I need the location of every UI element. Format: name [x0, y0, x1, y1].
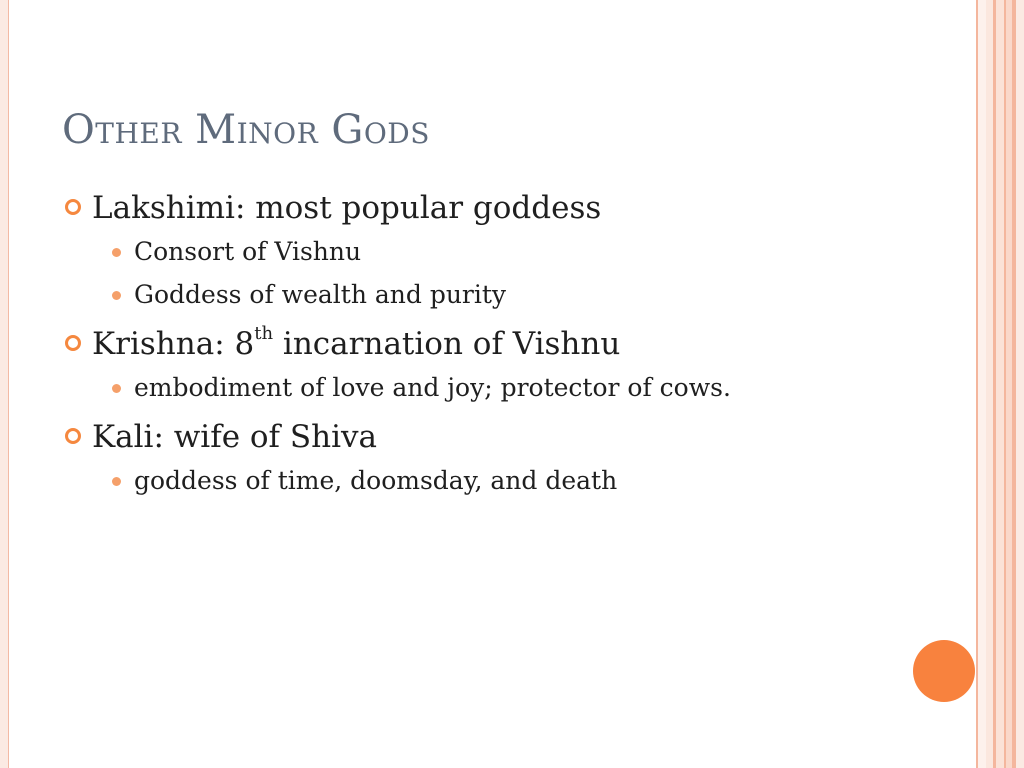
sub-bullet-text: Goddess of wealth and purity: [134, 280, 507, 309]
sub-bullet-list: [92, 459, 944, 502]
sub-bullet-text: Consort of Vishnu: [134, 237, 362, 266]
sub-bullet-text: goddess of time, doomsday, and death: [134, 466, 618, 495]
stripe: [976, 0, 986, 768]
bullet-text-after: incarnation of Vishnu: [273, 326, 621, 362]
sub-bullet-item: [92, 273, 944, 316]
ordinal-superscript: th: [254, 322, 274, 344]
sub-bullet-text: embodiment of love and joy; protector of cows.: [134, 373, 731, 402]
bullet-text: Kali: wife of Shiva: [92, 419, 377, 455]
sub-bullet-list: [92, 230, 944, 316]
ring-bullet-icon: [65, 335, 81, 351]
stripe: [1016, 0, 1024, 768]
dot-bullet-icon: [112, 248, 121, 257]
dot-bullet-icon: [112, 384, 121, 393]
bullet-item-krishna: [64, 322, 944, 409]
stripe: [986, 0, 993, 768]
ring-bullet-icon: [65, 428, 81, 444]
bullet-text-before: Krishna: 8: [92, 326, 255, 362]
sub-bullet-list: [92, 366, 944, 409]
sub-bullet-item: [92, 459, 944, 502]
slide-title: Other Minor Gods: [62, 107, 430, 153]
dot-bullet-icon: [112, 291, 121, 300]
sub-bullet-item: [92, 230, 944, 273]
ring-bullet-icon: [65, 199, 81, 215]
left-border-decoration: [0, 0, 9, 768]
bullet-item-lakshimi: [64, 186, 944, 316]
bullet-text: Lakshimi: most popular goddess: [92, 190, 602, 226]
right-stripe-decoration: [976, 0, 1024, 768]
dot-bullet-icon: [112, 477, 121, 486]
stripe: [996, 0, 1004, 768]
bullet-item-kali: [64, 415, 944, 502]
sub-bullet-item: [92, 366, 944, 409]
bullet-list: [64, 186, 944, 502]
orange-circle-decoration: [913, 640, 975, 702]
